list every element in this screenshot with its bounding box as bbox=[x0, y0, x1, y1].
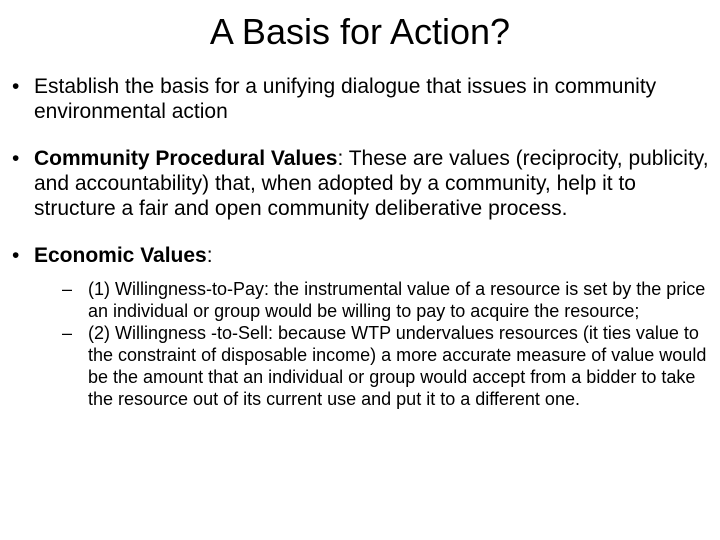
sub-bullet-marker: – bbox=[62, 279, 73, 299]
bullet-body: : bbox=[206, 244, 213, 267]
bullet-marker: • bbox=[12, 244, 20, 267]
bullet-item bbox=[12, 243, 717, 410]
bullet-lead: Community Procedural Values bbox=[34, 147, 338, 170]
sub-bullet-list bbox=[44, 278, 717, 410]
sub-bullet-item bbox=[44, 322, 717, 410]
bullet-item bbox=[12, 146, 717, 221]
bullet-body: Establish the basis for a unifying dialogue that issues in community environmental action bbox=[34, 75, 657, 123]
sub-bullet-text: (2) Willingness -to-Sell: because WTP undervalues resources (it ties value to the constraint of disposable income) a more accurate measure of value would be the amount that an individual or group would accept from a bidder to take the resource out of its current use and put it to a different one. bbox=[88, 323, 707, 409]
bullet-text bbox=[34, 243, 717, 268]
bullet-text bbox=[34, 74, 717, 124]
bullet-marker: • bbox=[12, 147, 20, 170]
bullet-list bbox=[12, 74, 717, 432]
sub-bullet-text: (1) Willingness-to-Pay: the instrumental value of a resource is set by the price an individual or group would be willing to pay to acquire the resource; bbox=[88, 279, 706, 321]
sub-bullet-marker: – bbox=[62, 323, 73, 343]
bullet-item bbox=[12, 74, 717, 124]
slide-title: A Basis for Action? bbox=[209, 11, 511, 52]
bullet-lead: Economic Values bbox=[34, 244, 207, 267]
bullet-body: : These are values (reciprocity, publicity, and accountability) that, when adopted by a community, help it to structure a fair and open community deliberative process. bbox=[34, 147, 709, 220]
bullet-text bbox=[34, 146, 717, 221]
bullet-marker: • bbox=[12, 75, 20, 98]
sub-bullet-item bbox=[44, 278, 717, 322]
